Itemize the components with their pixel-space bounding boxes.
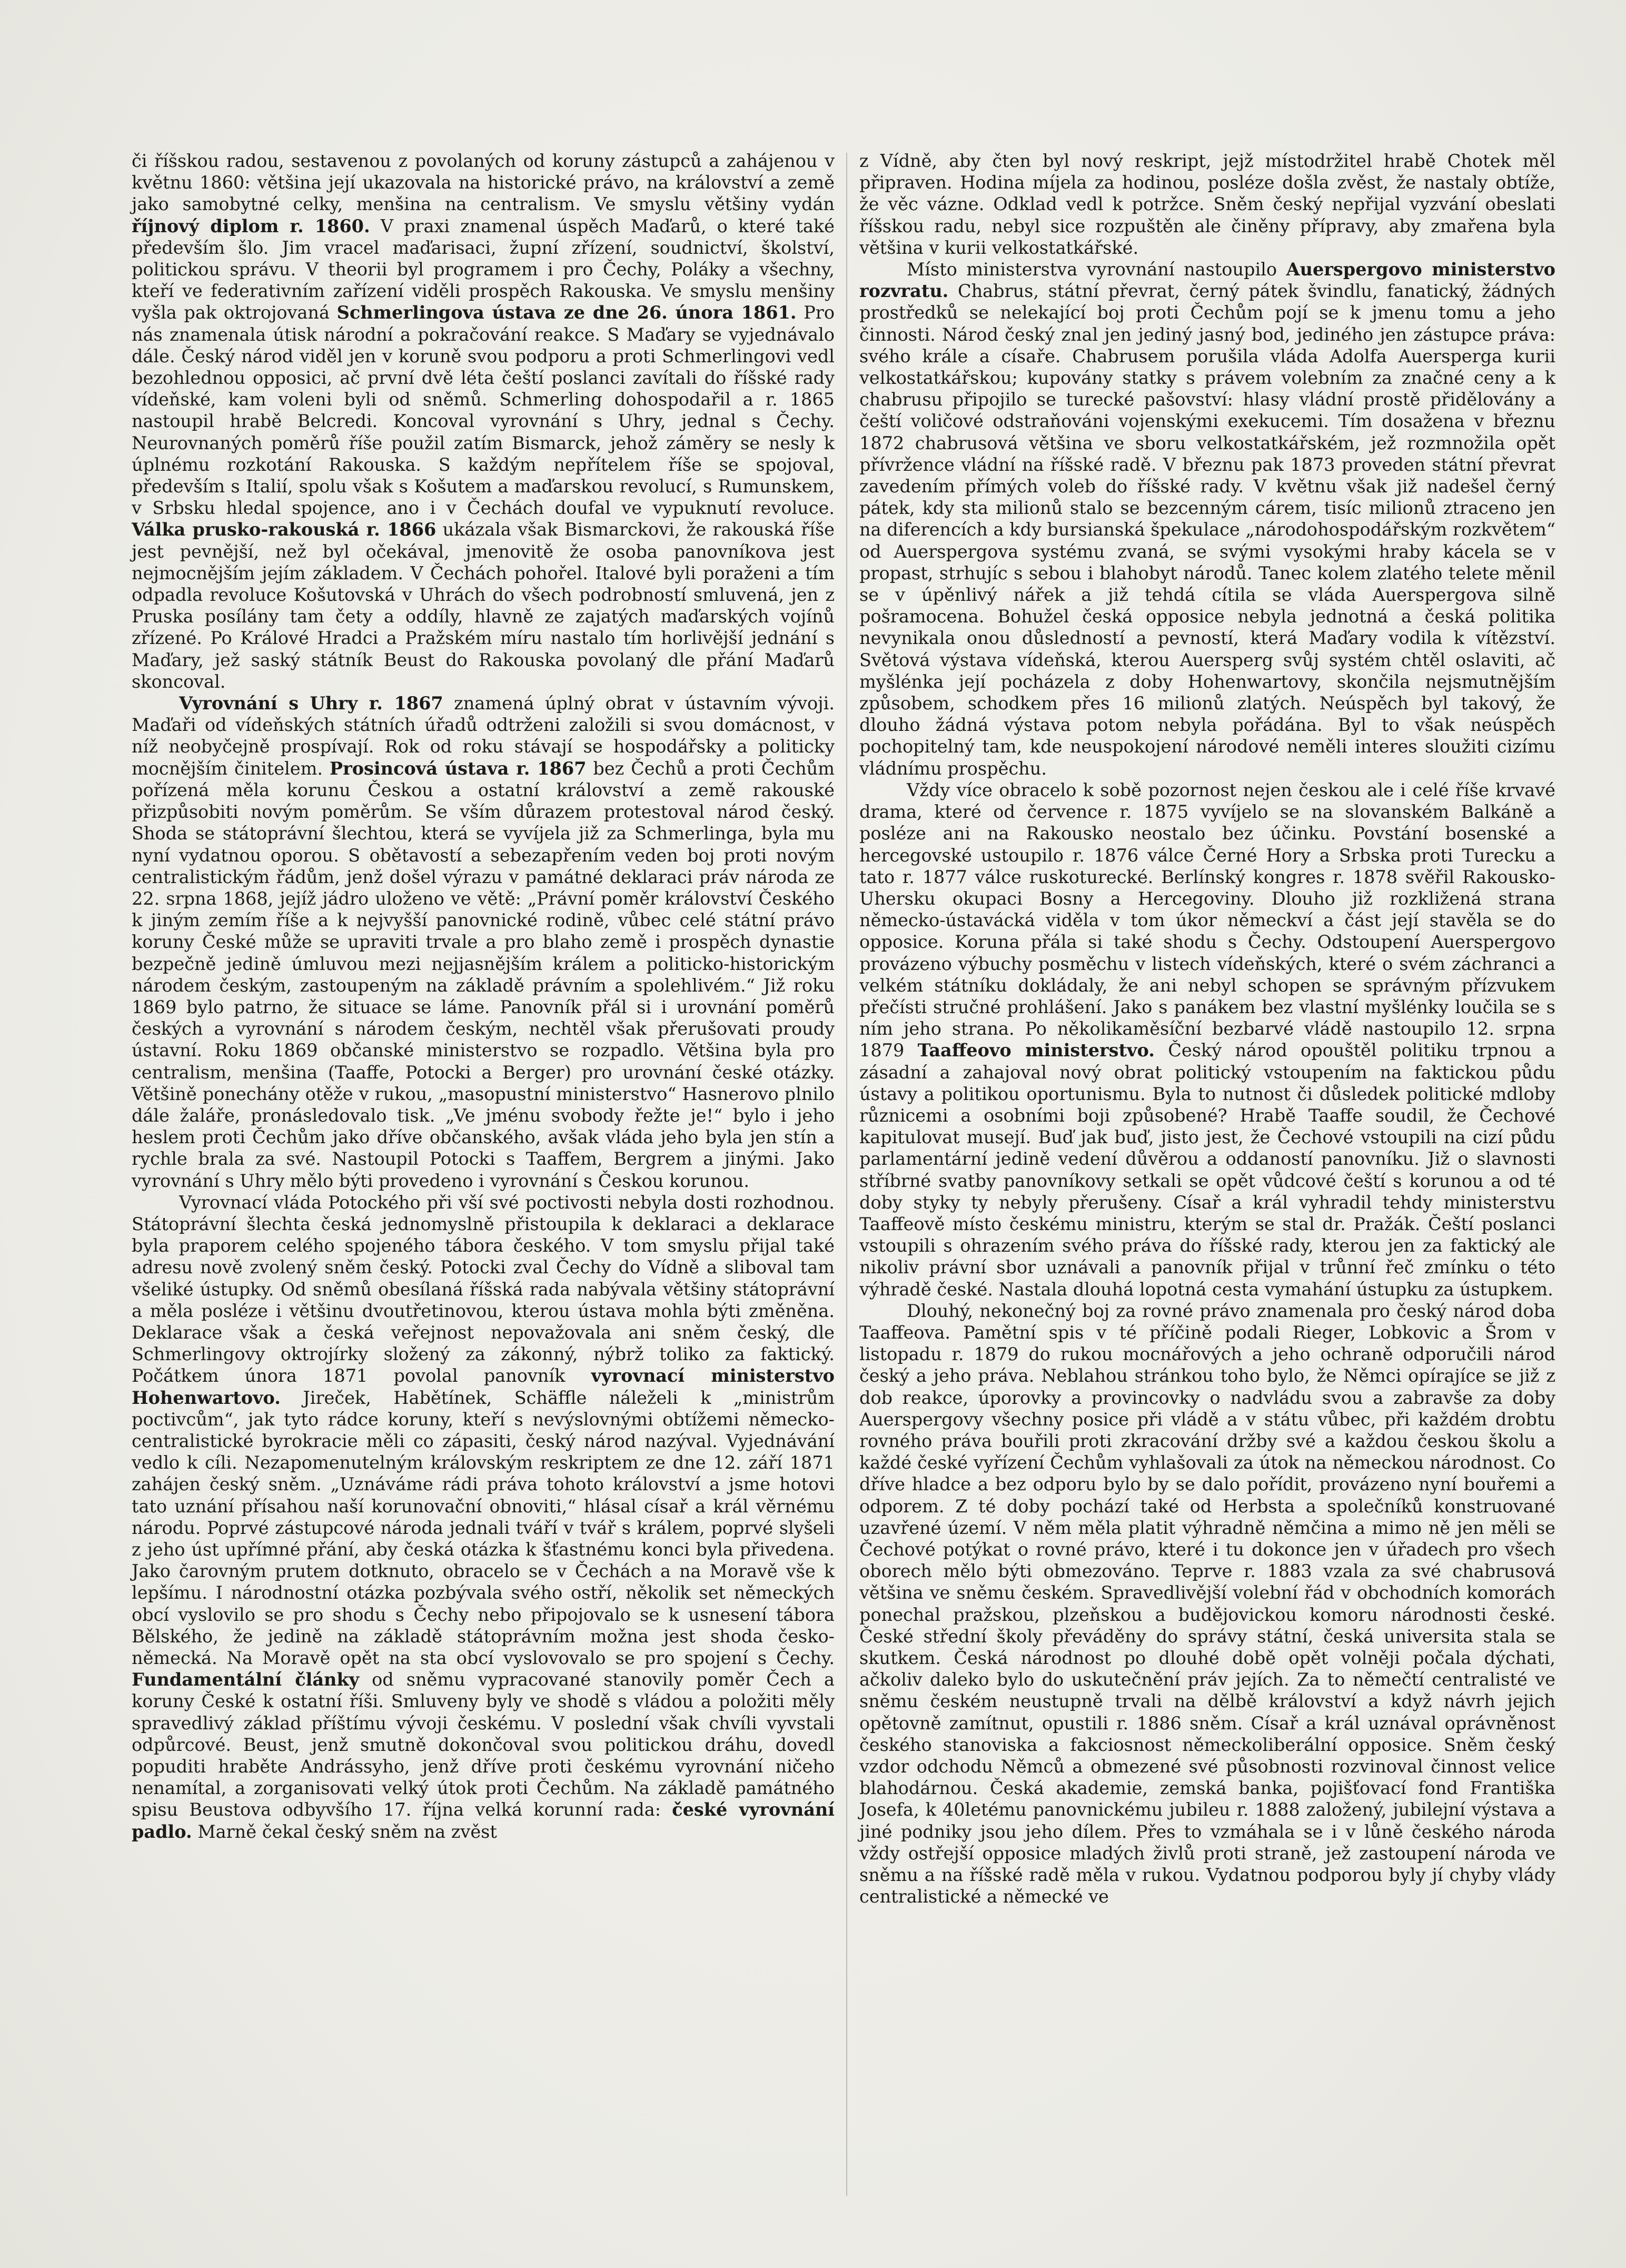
text-run: z Vídně, aby čten byl nový reskript, jejž místodržitel hrabě Chotek měl připraven. Hodina míjela za hodinou, posléze došla zvěst, že nastaly obtíže, že věc vázne. Odklad vedl k potržce. Sněm český nepřijal vyzvání obeslati říšskou radu, nebyl sice rozpuštěn ale činěny přípravy, aby zmařena byla většina v kurii velkostatkářské. — [859, 151, 1555, 258]
text-run: znamená úplný obrat v ústavním vývoji. Maďaři od vídeňských státních úřadů odtrženi založili si svou domácnost, v níž neobyčejně prospívají. Rok od roku stávají se hospodářsky a politicky mocnějším činitelem. — [132, 693, 835, 779]
left-column — [132, 150, 835, 1843]
text-run: Vyrovnací vláda Potockého při vší své poctivosti nebyla dosti rozhodnou. Státoprávní šlechta česká jednomyslně přistoupila k deklaraci a deklarace byla praporem celého spojeného tábora českého. V tom smyslu přijal také adresu nově zvolený sněm český. Potocki zval Čechy do Vídně a sliboval tam všeliké ústupky. Od sněmů obesílaná říšská rada nabývala většiny státoprávní a měla posléze i většinu dvoutřetinovou, kterou ústava mohla býti změněna. Deklarace však a česká veřejnost nepovažovala ani sněm český, dle Schmerlingovy oktrojírky složený za zákonný, nýbrž toliko za faktický. Počátkem února 1871 povolal panovník — [132, 1192, 835, 1386]
bold-text: Schmerlingova ústava ze dne 26. února 1861. — [336, 302, 797, 323]
paragraph — [859, 1300, 1555, 1908]
text-run: bez Čechů a proti Čechům pořízená měla korunu Českou a ostatní království a země rakouské přizpůsobiti novým poměrům. Se vším důrazem protestoval národ český. Shoda se státoprávní šlechtou, která se vyvíjela již za Schmerlinga, byla mu nyní vydatnou oporou. S obětavostí a sebezapřením veden boj proti novým centralistickým řádům, jenž došel výrazu v památné deklaraci práv národa ze 22. srpna 1868, jejíž jádro uloženo ve větě: „Právní poměr království Českého k jiným zemím říše a k nejvyšší panovnické rodině, vůbec celé státní právo koruny České může se upraviti trvale a pro blaho země i prospěch dynastie bezpečně jedině úmluvou mezi nejjasnějším králem a politicko-historickým národem českým, zastoupeným na základě právním a spolehlivém.“ Již roku 1869 bylo patrno, že situace se láme. Panovník přál si i urovnání poměrů českých a vyrovnání s národem českým, nechtěl však přerušovati proudy ústavní. Roku 1869 občanské ministerstvo se rozpadlo. Většina byla pro centralism, menšina (Taaffe, Potocki a Berger) pro urovnání české otázky. Většině ponechány otěže v rukou, „masopustní ministerstvo“ Hasnerovo plnilo dále žaláře, pronásledovalo tisk. „Ve jménu svobody řežte je!“ bylo i jeho heslem proti Čechům jako dříve občanského, avšak vláda jeho byla jen stín a rychle brala za své. Nastoupil Potocki s Taaffem, Bergrem a jinými. Jako vyrovnání s Uhry mělo býti provedeno i vyrovnání s Českou korunou. — [132, 758, 835, 1191]
bold-text: Taaffeovo ministerstvo. — [917, 1040, 1155, 1061]
right-column — [859, 150, 1555, 1907]
text-run: Chabrus, státní převrat, černý pátek švindlu, fanatický, žádných prostředků se nelekající boj proti Čechům pojí se k jmenu tomu a jeho činnosti. Národ český znal jen jediný jasný bod, jediného jen zástupce práva: svého krále a císaře. Chabrusem porušila vláda Adolfa Auersperga kurii velkostatkářskou; kupovány statky s právem volebním za značné ceny a k chabrusu připojilo se turecké pašovství: hlasy vládní prostě přidělovány a čeští voličové odstraňováni vojenskými exekucemi. Tím dosažena v březnu 1872 chabrusová většina ve sboru velkostatkářském, jež rozmnožila opět přívržence vládní na říšské radě. V březnu pak 1873 proveden státní převrat zavedením přímých voleb do říšské rady. V květnu však již nadešel černý pátek, kdy sta milionů stalo se bezcenným cárem, tisíc milionů ztraceno jen na diferencích a kdy bursianská špekulace „národohospodářským rozkvětem“ od Auerspergova systému zvaná, se svými vysokými hraby kácela se v propast, strhujíc s sebou i blahobyt národů. Tanec kolem zlatého telete měnil se v úpěnlivý nářek a již tehdá cítila se vláda Auerspergova silně pošramocena. Bohužel česká opposice nebyla jednotná a česká politika nevynikala onou důsledností a pevností, která Maďary vodila k vítězství. Světová výstava vídeňská, kterou Auersperg svůj systém chtěl oslaviti, ač myšlénka její pocházela z doby Hohenwartovy, skončila nejsmutnějším způsobem, schodkem přes 16 milionů zlatých. Neúspěch byl takový, že dlouho žádná výstava potom nebyla pořádána. Byl to však neúspěch pochopitelný tam, kde neuspokojení národové neměli interes sloužiti cizímu vládnímu prospěchu. — [859, 281, 1555, 779]
text-run: Vždy více obracelo k sobě pozornost nejen českou ale i celé říše krvavé drama, které od července r. 1875 vyvíjelo se na slovanském Balkáně a posléze ani na Rakousko neostalo bez účinku. Povstání bosenské a hercegovské ustoupilo r. 1876 válce Černé Hory a Srbska proti Turecku a tato r. 1877 válce ruskoturecké. Berlínský kongres r. 1878 svěřil Rakousko-Uhersku okupaci Bosny a Hercegoviny. Dlouho již rozkližená strana německo-ústavácká viděla v tom úkor německví a část její stavěla se do opposice. Koruna přála si také shodu s Čechy. Odstoupení Auerspergovo provázeno výbuchy posměchu v listech vídeňských, které o svém záchranci a velkém státníku dokládaly, že ani nebyl schopen se správným přízvukem přečísti stručné prohlášení. Jako s panákem bez vlastní myšlénky loučila se s ním jeho strana. Po několikaměsíční bezbarvé vládě nastoupilo 12. srpna 1879 — [859, 779, 1555, 1061]
text-run: či říšskou radou, sestavenou z povolaných od koruny zástupců a zahájenou v květnu 1860: většina její ukazovala na historické právo, na království a země jako samobytné celky, menšina na centralism. Ve smyslu většiny vydán — [132, 151, 835, 215]
bold-text: říjnový diplom r. 1860. — [132, 215, 370, 236]
paragraph — [132, 1192, 835, 1843]
bold-text: Vyrovnání s Uhry r. 1867 — [179, 693, 443, 714]
paragraph — [132, 150, 835, 692]
paragraph — [859, 779, 1555, 1300]
text-run: ukázala však Bismarckovi, že rakouská říše jest pevnější, než byl očekával, jmenovitě že osoba panovníkova jest nejmocnějším jejím základem. V Čechách pohořel. Italové byli poraženi a tím odpadla revoluce Košutovská v Uhrách do všech podrobností smluvená, jen z Pruska posílány tam čety a oddíly, hlavně ze zajatých maďarských vojínů zřízené. Po Králové Hradci a Pražském míru nastalo tím horlivější jednání s Maďary, jež saský státník Beust do Rakouska povolaný dle přání Maďarů skoncoval. — [132, 519, 835, 692]
bold-text: vyrovnací ministerstvo Hohenwartovo. — [132, 1365, 835, 1408]
text-run: Jireček, Habětínek, Schäffle náleželi k „ministrům poctivcům“, jak tyto rádce koruny, kteří s nevýslovnými obtížemi německo-centralistické byrokracie měli co zápasiti, český národ nazýval. Vyjednávání vedlo k cíli. Nezapomenutelným královským reskriptem ze dne 12. září 1871 zahájen český sněm. „Uznáváme rádi práva tohoto království a jsme hotovi tato uznání přísahou naší korunovační obnoviti,“ hlásal císař a král věrnému národu. Poprvé zástupcové národa jednali tváří v tvář s králem, poprvé slyšeli z jeho úst upřímné přání, aby česká otázka k šťastnému konci byla přivedena. Jako čarovným prutem dotknuto, obracelo se v Čechách a na Moravě vše k lepšímu. I národnostní otázka pozbývala svého ostří, několik set německých obcí vyslovilo se pro shodu s Čechy nebo připojovalo se k usnesení tábora Bělského, že jedině na základě státoprávním možna jest shoda česko-německá. Na Moravě opět na sta obcí vyslovovalo se pro spojení s Čechy. — [132, 1387, 835, 1669]
text-run: V praxi znamenal úspěch Maďarů, o které také především šlo. Jim vracel maďarisaci, župní zřízení, soudnictví, školství, politickou správu. V theorii byl programem i pro Čechy, Poláky a všechny, kteří ve federativním zařízení viděli prospěch Rakouska. Ve smyslu menšiny vyšla pak oktrojovaná — [132, 215, 835, 323]
text-run: Dlouhý, nekonečný boj za rovné právo znamenala pro český národ doba Taaffeova. Pamětní spis v té příčině podali Rieger, Lobkovic a Šrom v listopadu r. 1879 do rukou mocnářových a jeho ochraně odporučili národ český a jeho práva. Neblahou stránkou toho bylo, že Němci opírajíce se již z dob reakce, úporovky a provincovky o nadvládu svou a zabravše za doby Auerspergovy všechny posice při vládě a v státu vůbec, při každém drobtu rovného práva bouřili proti zkracování držby své a každou českou školu a každé české vyřízení Čechům vyhlašovali za útok na německou národnost. Co dříve hladce a bez odporu bylo by se dalo pořídit, provázeno nyní bouřemi a odporem. Z té doby pochází také od Herbsta a společníků konstruované uzavřené území. V něm měla platit výhradně němčina a mimo ně jen měli se Čechové potýkat o rovné právo, které i tu dokonce jen v úřadech pro všech oborech mělo býti obmezováno. Teprve r. 1883 vzala za své chabrusová většina ve sněmu českém. Spravedlivější volební řád v obchodních komorách ponechal pražskou, plzeňskou a budějovickou komoru národnosti české. České střední školy převáděny do správy státní, česká universita stala se skutkem. Česká národnost po dlouhé době opět volněji počala dýchati, ačkoliv daleko bylo do uskutečnění práv jejích. Za to němečtí centralisté ve sněmu českém neustupně trvali na dělbě království a když návrh jejich opětovně zamítnut, opustili r. 1886 sněm. Císař a král uznával oprávněnost českého stanoviska a fakciosnost německoliberální opposice. Sněm český vzdor odchodu Němců a obmezené své působnosti rozvinoval činnost velice blahodárnou. Česká akademie, zemská banka, pojišťovací fond Františka Josefa, k 40letému panovnickému jubileu r. 1888 založený, jubilejní výstava a jiné podniky jsou jeho dílem. Přes to vzmáhala se i v lůně českého národa vždy ostřejší opposice mladých živlů proti straně, jež zastoupení národa ve sněmu a na říšské radě měla v rukou. Vydatnou podporou byly jí chyby vlády centralistické a německé ve — [859, 1300, 1555, 1907]
paragraph — [859, 150, 1555, 259]
text-run: Marně čekal český sněm na zvěst — [192, 1821, 497, 1842]
paragraph — [132, 692, 835, 1192]
bold-text: české vyrovnání padlo. — [132, 1799, 835, 1842]
text-run: od sněmu vypracované stanovily poměr Čech a koruny České k ostatní říši. Smluveny byly ve shodě s vládou a položiti měly spravedlivý základ příštímu vývoji českému. V poslední však chvíli vyvstali odpůrcové. Beust, jenž smutně dokončoval svou politickou dráhu, dovedl popuditi hraběte Andrássyho, jenž dříve proti českému vyrovnání ničeho nenamítal, a zorganisovati velký útok proti Čechům. Na základě památného spisu Beustova odbyvšího 17. října velká korunní rada: — [132, 1669, 835, 1820]
text-run: Český národ opouštěl politiku trpnou a zásadní a zahajoval nový obrat politický vstoupením na faktickou půdu ústavy a politikou oportunismu. Byla to nutnost či důsledek politické mdloby různicemi a osobními boji způsobené? Hrabě Taaffe soudil, že Čechové kapitulovat musejí. Buď jak buď, jisto jest, že Čechové vstoupili na cizí půdu parlamentární jedině vedení důvěrou a oddaností panovníku. Již o slavnosti stříbrné svatby panovníkovy setkali se opět vůdcové čeští s korunou a od té doby styky ty nebyly přerušeny. Císař a král vyhradil tehdy ministerstvu Taaffeově místo českému ministru, kterým se stal dr. Pražák. Čeští poslanci vstoupili s ohrazením svého práva do říšské rady, kterou jen za faktický ale nikoliv právní sbor uznávali a panovník přijal v trůnní řeč zmínku o této výhradě české. Nastala dlouhá lopotná cesta vymahání ústupku za ústupkem. — [859, 1040, 1555, 1300]
bold-text: Auerspergovo ministerstvo rozvratu. — [859, 259, 1555, 302]
column-divider — [846, 153, 847, 2196]
bold-text: Válka prusko-rakouská r. 1866 — [132, 519, 437, 540]
bold-text: Fundamentální články — [132, 1669, 360, 1690]
paragraph — [859, 259, 1555, 779]
bold-text: Prosincová ústava r. 1867 — [329, 758, 587, 779]
text-run: Pro nás znamenala útisk národní a pokračování reakce. S Maďary se vyjednávalo dále. Český národ viděl jen v koruně svou podporu a proti Schmerlingovi vedl bezohlednou opposici, ač první dvě léta čeští poslanci zavítali do říšské rady vídeňské, kam voleni byli od sněmů. Schmerling dohospodařil a r. 1865 nastoupil hrabě Belcredi. Koncoval vyrovnání s Uhry, jednal s Čechy. Neurovnaných poměrů říše použil zatím Bismarck, jehož záměry se nesly k úplnému rozkotání Rakouska. S každým nepřítelem říše se spojoval, především s Italií, spolu však s Košutem a maďarskou revolucí, s Rumunskem, v Srbsku hledal spojence, ano i v Čechách doufal ve vypuknutí revoluce. — [132, 302, 835, 519]
text-run: Místo ministerstva vyrovnání nastoupilo — [907, 259, 1286, 280]
